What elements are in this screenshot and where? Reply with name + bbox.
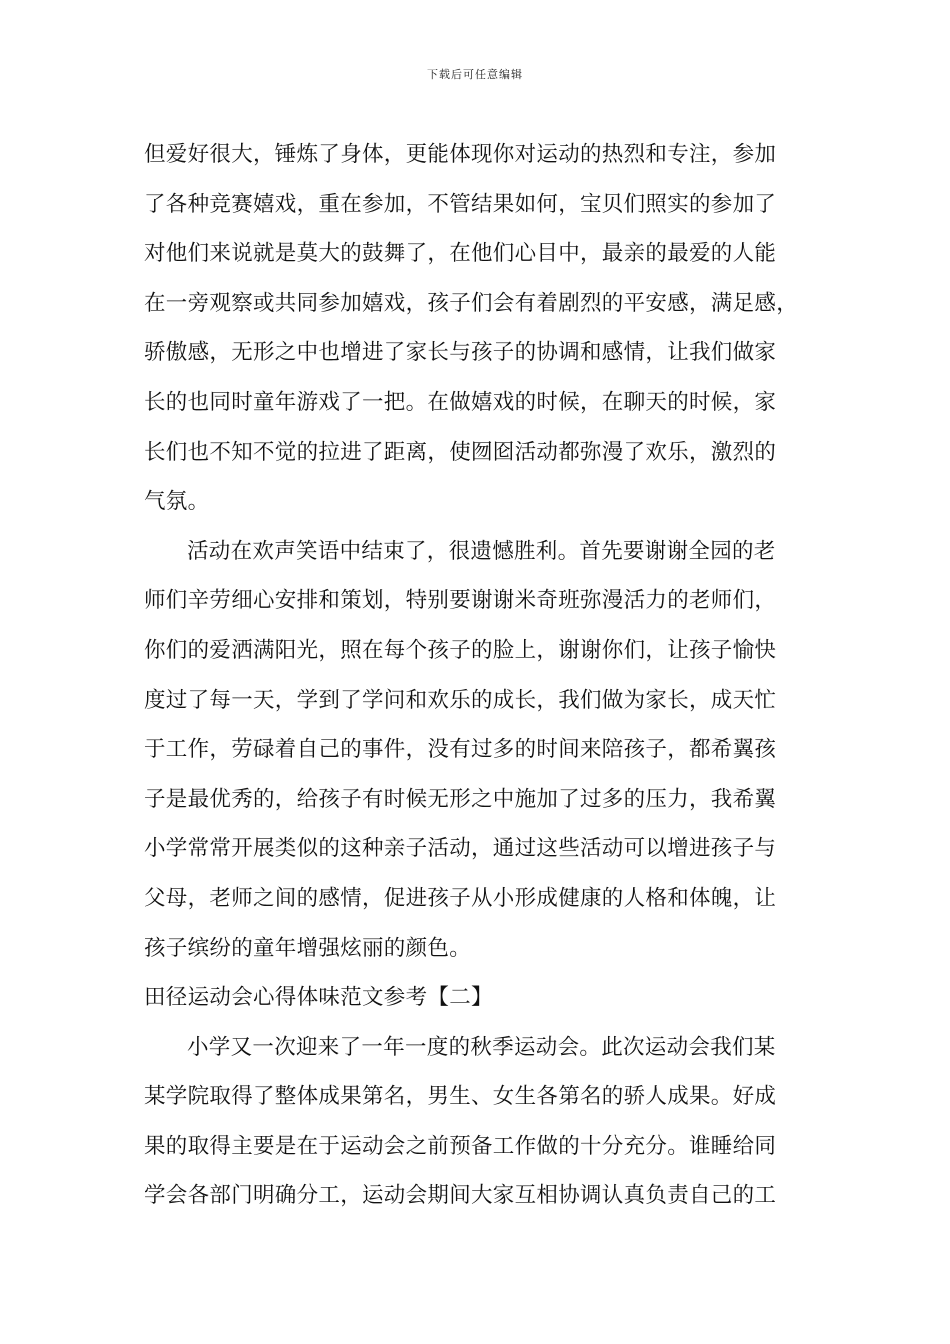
body-text xyxy=(144,130,824,1221)
header-note: 下载后可任意编辑 xyxy=(427,68,523,81)
text-line: 对他们来说就是莫大的鼓舞了，在他们心目中，最亲的最爱的人能 xyxy=(144,241,777,267)
section-heading: 田径运动会心得体味范文参考【二】 xyxy=(144,985,493,1011)
text-line: 了各种竞赛嬉戏，重在参加，不管结果如何，宝贝们照实的参加了 xyxy=(144,191,777,217)
text-line: 气氛。 xyxy=(144,489,210,515)
text-line: 小学常常开展类似的这种亲子活动，通过这些活动可以增进孩子与 xyxy=(144,836,777,862)
text-line: 师们辛劳细心安排和策划，特别要谢谢米奇班弥漫活力的老师们， xyxy=(144,588,777,614)
text-line: 但爱好很大，锤炼了身体，更能体现你对运动的热烈和专注，参加 xyxy=(144,142,777,167)
text-line: 学会各部门明确分工，运动会期间大家互相协调认真负责自己的工 xyxy=(144,1183,777,1209)
paragraph-first-line: 小学又一次迎来了一年一度的秋季运动会。此次运动会我们某 xyxy=(187,1034,776,1060)
text-line: 长的也同时童年游戏了一把。在做嬉戏的时候，在聊天的时候，家 xyxy=(144,389,777,415)
text-line: 在一旁观察或共同参加嬉戏，孩子们会有着剧烈的平安感，满足感， xyxy=(144,290,799,316)
text-line: 骄傲感，无形之中也增进了家长与孩子的协调和感情，让我们做家 xyxy=(144,340,777,366)
text-line: 度过了每一天，学到了学问和欢乐的成长，我们做为家长，成天忙 xyxy=(144,687,777,713)
paragraph-first-line: 活动在欢声笑语中结束了，很遗憾胜利。首先要谢谢全园的老 xyxy=(187,538,776,564)
text-line: 某学院取得了整体成果第名，男生、女生各第名的骄人成果。好成 xyxy=(144,1084,777,1110)
text-line: 子是最优秀的，给孩子有时候无形之中施加了过多的压力，我希翼 xyxy=(144,786,777,812)
text-line: 果的取得主要是在于运动会之前预备工作做的十分充分。谁睡给同 xyxy=(144,1133,777,1159)
text-line: 长们也不知不觉的拉进了距离，使囫囵活动都弥漫了欢乐，激烈的 xyxy=(144,439,777,465)
text-line: 你们的爱洒满阳光，照在每个孩子的脸上，谢谢你们，让孩子愉快 xyxy=(144,637,777,663)
text-line: 孩子缤纷的童年增强炫丽的颜色。 xyxy=(144,935,472,961)
text-line: 父母，老师之间的感情，促进孩子从小形成健康的人格和体魄，让 xyxy=(144,885,777,911)
text-line: 于工作，劳碌着自己的事件，没有过多的时间来陪孩子，都希翼孩 xyxy=(144,737,777,763)
